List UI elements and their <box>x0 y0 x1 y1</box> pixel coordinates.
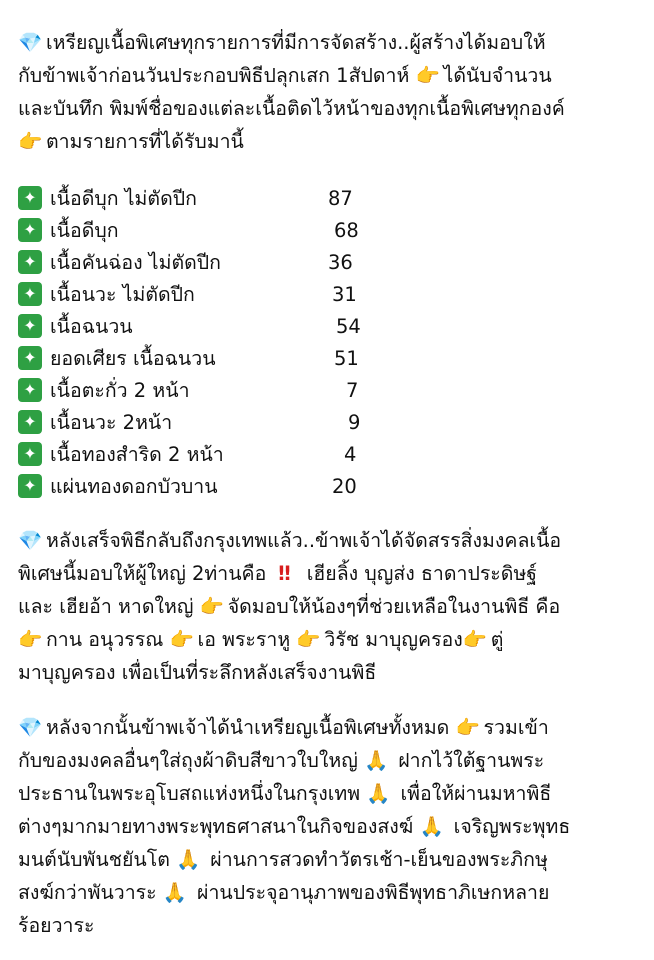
list-item: ✦ เนื้อคันฉ่อง ไม่ตัดปีก 36 <box>18 246 640 278</box>
double-exclamation-icon: ‼ <box>278 562 291 585</box>
gem-stone-icon: 💎 <box>18 716 43 739</box>
sparkle-icon: ✦ <box>18 442 42 466</box>
folded-hands-icon: 🙏 <box>176 848 201 871</box>
sparkle-icon: ✦ <box>18 378 42 402</box>
intro-line: และบันทึก พิมพ์ชื่อของแต่ละเนื้อติดไว้หน้าของทุกเนื้อพิเศษทุกองค์ <box>18 97 565 120</box>
intro-line: ตามรายการที่ได้รับมานี้ <box>46 130 244 153</box>
list-item: ✦ แผ่นทองดอกบัวบาน 20 <box>18 470 640 502</box>
intro-line: กับข้าพเจ้าก่อนวันประกอบพิธีปลุกเสก 1สัปดาห์ <box>18 64 410 87</box>
folded-hands-icon: 🙏 <box>366 782 391 805</box>
distribution-paragraph: 💎 หลังเสร็จพิธีกลับถึงกรุงเทพแล้ว..ข้าพเจ้าได้จัดสรรสิ่งมงคลเนื้อ พิเศษนี้มอบให้ผู้ใหญ่ 2ท่านคือ ‼ เฮียลิ้ง บุญส่ง ธาดาประดิษฐ์ และ เฮียอ้า หาดใหญ่ 👉 จัดมอบให้น้องๆที่ช่วยเหลือในงานพิธี คือ 👉 กาน อนุวรรณ 👉 เอ พระราหู 👉 วิรัช มาบุญครอง👉 ตู่ มาบุญครอง เพื่อเป็นที่ระลึกหลังเสร็จงานพิธี <box>18 524 640 689</box>
folded-hands-icon: 🙏 <box>419 815 444 838</box>
sparkle-icon: ✦ <box>18 346 42 370</box>
intro-line: เหรียญเนื้อพิเศษทุกรายการที่มีการจัดสร้าง..ผู้สร้างได้มอบให้ <box>46 31 546 54</box>
sparkle-icon: ✦ <box>18 410 42 434</box>
sparkle-icon: ✦ <box>18 186 42 210</box>
sparkle-icon: ✦ <box>18 314 42 338</box>
list-item: ✦ เนื้อทองสำริด 2 หน้า 4 <box>18 438 640 470</box>
pointing-right-icon: 👉 <box>18 628 43 651</box>
list-item: ✦ เนื้อตะกั่ว 2 หน้า 7 <box>18 374 640 406</box>
list-item: ✦ เนื้อฉนวน 54 <box>18 310 640 342</box>
ceremony-paragraph: 💎 หลังจากนั้นข้าพเจ้าได้นำเหรียญเนื้อพิเศษทั้งหมด 👉 รวมเข้า กับของมงคลอื่นๆใส่ถุงผ้าดิบสีขาวใบใหญ่ 🙏 ฝากไว้ใต้ฐานพระ ประธานในพระอุโบสถแห่งหนึ่งในกรุงเทพ 🙏 เพื่อให้ผ่านมหาพิธี ต่างๆมากมายทางพระพุทธศาสนาในกิจของสงฆ์ 🙏 เจริญพระพุทธ มนต์นับพันชยันโต 🙏 ผ่านการสวดทำวัตรเช้า-เย็นของพระภิกษุ สงฆ์กว่าพันวาระ 🙏 ผ่านประจุอานุภาพของพิธีพุทธาภิเษกหลาย ร้อยวาระ <box>18 711 640 942</box>
pointing-right-icon: 👉 <box>296 628 321 651</box>
item-list <box>18 182 640 502</box>
sparkle-icon: ✦ <box>18 250 42 274</box>
sparkle-icon: ✦ <box>18 474 42 498</box>
list-item: ✦ เนื้อดีบุก ไม่ตัดปีก 87 <box>18 182 640 214</box>
pointing-right-icon: 👉 <box>415 64 440 87</box>
folded-hands-icon: 🙏 <box>162 881 188 904</box>
sparkle-icon: ✦ <box>18 282 42 306</box>
intro-line: ได้นับจำนวน <box>443 64 552 87</box>
list-item: ✦ เนื้อนวะ 2หน้า 9 <box>18 406 640 438</box>
list-item: ✦ เนื้อดีบุก 68 <box>18 214 640 246</box>
pointing-right-icon: 👉 <box>18 130 43 153</box>
gem-stone-icon: 💎 <box>18 31 43 54</box>
intro-paragraph <box>18 26 640 158</box>
folded-hands-icon: 🙏 <box>364 749 389 772</box>
list-item: ✦ เนื้อนวะ ไม่ตัดปีก 31 <box>18 278 640 310</box>
pointing-right-icon: 👉 <box>455 716 480 739</box>
pointing-right-icon: 👉 <box>199 595 224 618</box>
sparkle-icon: ✦ <box>18 218 42 242</box>
list-item: ✦ ยอดเศียร เนื้อฉนวน 51 <box>18 342 640 374</box>
gem-stone-icon: 💎 <box>18 529 43 552</box>
pointing-right-icon: 👉 <box>462 628 488 651</box>
pointing-right-icon: 👉 <box>169 628 194 651</box>
